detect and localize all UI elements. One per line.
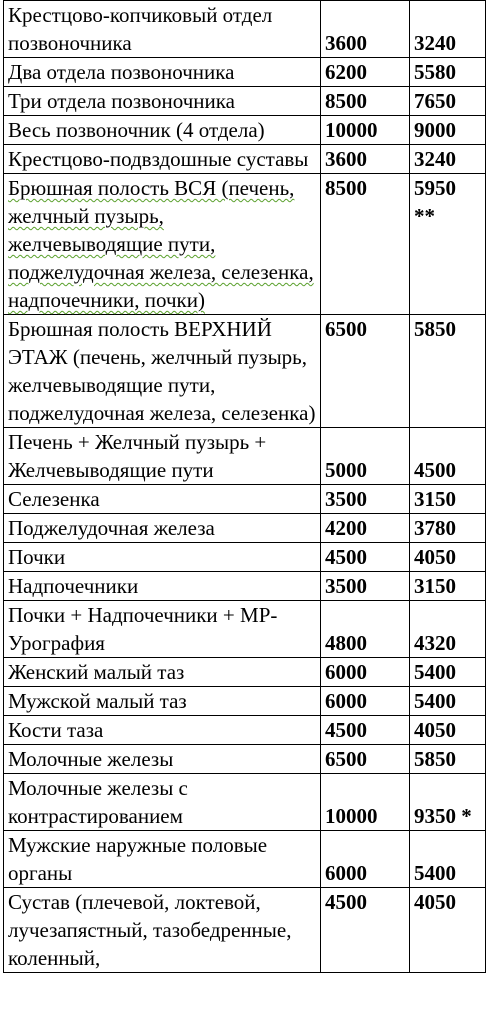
service-name: Крестцово-подвздошные суставы <box>4 145 321 174</box>
service-price: 3600 <box>321 145 410 174</box>
service-price: 6200 <box>321 58 410 87</box>
table-row <box>4 687 486 716</box>
table-row <box>4 428 486 485</box>
table-row <box>4 485 486 514</box>
service-price: 6000 <box>321 658 410 687</box>
service-discount-price: 4320 <box>410 601 486 658</box>
service-price: 3600 <box>321 1 410 58</box>
service-discount-price: 5400 <box>410 658 486 687</box>
service-name: Мужские наружные половые органы <box>4 831 321 888</box>
service-name: Молочные железы <box>4 745 321 774</box>
service-price: 4500 <box>321 543 410 572</box>
service-price: 4200 <box>321 514 410 543</box>
service-name: Брюшная полость ВЕРХНИЙ ЭТАЖ (печень, желчный пузырь, желчевыводящие пути, поджелудочная железа, селезенка) <box>4 315 321 428</box>
service-price: 3500 <box>321 572 410 601</box>
service-name: Мужской малый таз <box>4 687 321 716</box>
service-name: Сустав (плечевой, локтевой, лучезапястный, тазобедренные, коленный, <box>4 888 321 973</box>
service-name: Надпочечники <box>4 572 321 601</box>
service-discount-price: 3150 <box>410 572 486 601</box>
service-price: 4800 <box>321 601 410 658</box>
service-discount-price: 4500 <box>410 428 486 485</box>
table-row <box>4 601 486 658</box>
table-row <box>4 658 486 687</box>
service-discount-price: 5580 <box>410 58 486 87</box>
service-name: Кости таза <box>4 716 321 745</box>
service-price: 4500 <box>321 716 410 745</box>
table-row <box>4 174 486 315</box>
service-discount-price: 4050 <box>410 543 486 572</box>
service-discount-price: 5850 <box>410 745 486 774</box>
service-price: 6000 <box>321 831 410 888</box>
service-discount-price: 3780 <box>410 514 486 543</box>
service-discount-price: 5400 <box>410 831 486 888</box>
service-discount-price: 9000 <box>410 116 486 145</box>
service-name: Молочные железы с контрастированием <box>4 774 321 831</box>
service-price: 10000 <box>321 774 410 831</box>
service-name: Селезенка <box>4 485 321 514</box>
service-price: 3500 <box>321 485 410 514</box>
service-price: 8500 <box>321 174 410 315</box>
table-row <box>4 831 486 888</box>
service-name: Весь позвоночник (4 отдела) <box>4 116 321 145</box>
service-name: Женский малый таз <box>4 658 321 687</box>
service-discount-price: 3150 <box>410 485 486 514</box>
service-discount-price: 5850 <box>410 315 486 428</box>
service-price: 6000 <box>321 687 410 716</box>
service-name: Поджелудочная железа <box>4 514 321 543</box>
service-price: 8500 <box>321 87 410 116</box>
service-name: Почки <box>4 543 321 572</box>
service-discount-price: 3240 <box>410 145 486 174</box>
table-row <box>4 572 486 601</box>
table-row <box>4 774 486 831</box>
service-price: 4500 <box>321 888 410 973</box>
service-price: 6500 <box>321 315 410 428</box>
service-name: Почки + Надпочечники + МР-Урография <box>4 601 321 658</box>
table-row <box>4 543 486 572</box>
price-table-body <box>4 1 486 973</box>
service-name: Три отдела позвоночника <box>4 87 321 116</box>
service-price: 5000 <box>321 428 410 485</box>
service-discount-price: 9350 * <box>410 774 486 831</box>
table-row <box>4 745 486 774</box>
service-name: Два отдела позвоночника <box>4 58 321 87</box>
service-discount-price: 4050 <box>410 888 486 973</box>
table-row <box>4 716 486 745</box>
service-discount-price: 7650 <box>410 87 486 116</box>
table-row <box>4 116 486 145</box>
service-discount-price: 4050 <box>410 716 486 745</box>
service-discount-price: 5950 ** <box>410 174 486 315</box>
service-name: Брюшная полость ВСЯ (печень, желчный пузырь, желчевыводящие пути, поджелудочная железа, селезенка, надпочечники, почки) <box>4 174 321 315</box>
table-row <box>4 514 486 543</box>
price-table <box>3 0 486 973</box>
service-price: 6500 <box>321 745 410 774</box>
service-discount-price: 5400 <box>410 687 486 716</box>
table-row <box>4 315 486 428</box>
table-row <box>4 888 486 973</box>
table-row <box>4 58 486 87</box>
service-name: Крестцово-копчиковый отдел позвоночника <box>4 1 321 58</box>
table-row <box>4 145 486 174</box>
service-price: 10000 <box>321 116 410 145</box>
table-row <box>4 87 486 116</box>
service-discount-price: 3240 <box>410 1 486 58</box>
table-row <box>4 1 486 58</box>
service-name: Печень + Желчный пузырь + Желчевыводящие пути <box>4 428 321 485</box>
